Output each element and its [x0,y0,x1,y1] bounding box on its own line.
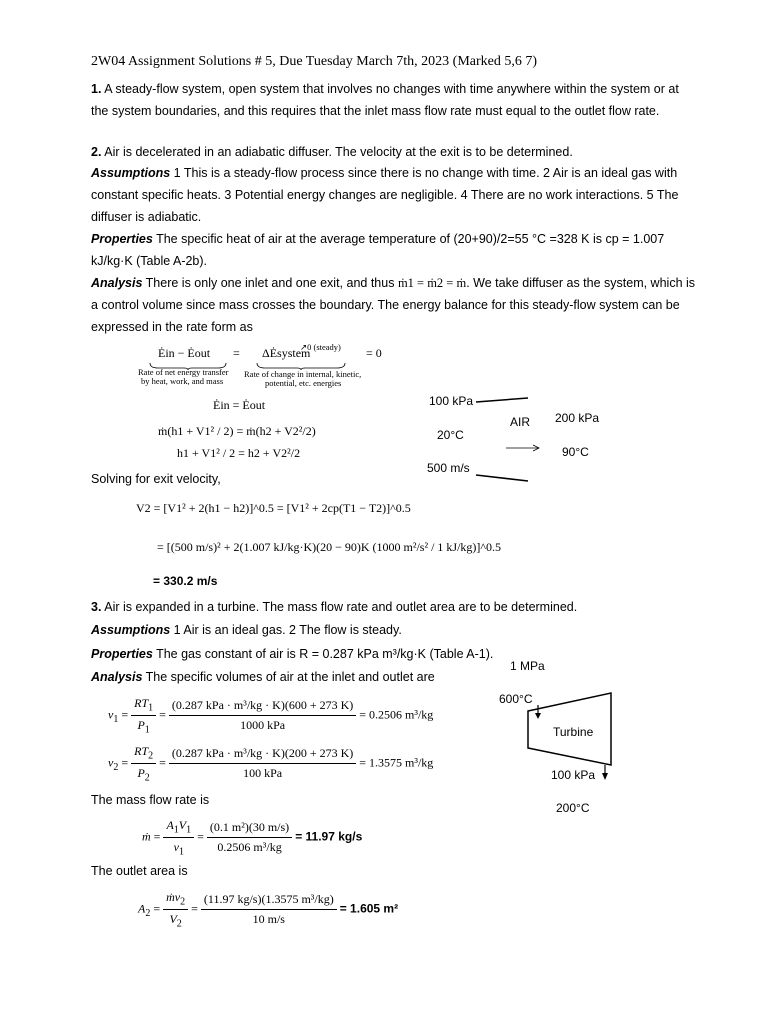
outlet-area-numerator: (11.97 kg/s)(1.3575 m³/kg) [201,892,337,910]
solving-text: Solving for exit velocity, [91,472,221,486]
v2-equation-line1: V2 = [V1² + 2(h1 − h2)]^0.5 = [V1² + 2cp(T1 − T2)]^0.5 [136,501,411,515]
energy-balance-line3: ṁ(h1 + V1² / 2) = ṁ(h2 + V2²/2) [158,424,316,438]
outlet-area-denominator: 10 m/s [252,912,285,927]
turbine-label: Turbine [553,725,594,739]
energy-balance-line4: h1 + V1² / 2 = h2 + V2²/2 [177,446,301,460]
energy-balance-equals: = [233,346,240,360]
diffuser-bottom-wall [476,475,528,481]
energy-balance-left: Ėin − Ėout [158,346,211,360]
energy-balance-right: = 0 [366,346,382,360]
analysis-label: Analysis [91,276,143,290]
mass-flow-equality: ṁ1 = ṁ2 = ṁ [397,276,467,290]
v2-denominator: 100 kPa [243,766,283,781]
note-left-2: by heat, work, and mass [141,376,224,386]
diffuser-inlet-pressure: 100 kPa [429,394,474,408]
q3-assumptions-label: Assumptions [91,623,171,637]
v1-result: = 0.2506 m³/kg [359,707,434,722]
q3-assumptions-text: 1 Air is an ideal gas. 2 The flow is steady. [173,623,402,637]
v2-numerator: (0.287 kPa · m³/kg · K)(200 + 273 K) [169,746,356,764]
q3-properties-label: Properties [91,647,153,661]
note-mid-1: Rate of change in internal, kinetic, [244,369,362,379]
mass-flow-result: = 11.97 kg/s [295,829,363,844]
turbine-inlet-pressure: 1 MPa [510,659,545,673]
turbine-inlet-temperature: 600°C [499,692,533,706]
energy-balance-steady: ↗0 (steady) [300,342,341,352]
analysis-text-1: There is only one inlet and one exit, and thus [145,276,395,290]
outlet-area-text: The outlet area is [91,864,188,878]
q3-intro [91,596,696,618]
assumptions-text: 1 This is a steady-flow process since there is no change with time. 2 Air is an ideal gas with constant specific heats. 3 Potential energy changes are negligible. 4 There are no work interactions. 5 The diffuser is adiabatic. [91,166,679,224]
q1-text: A steady-flow system, open system that involves no changes with time anywhere within the system or at the system boundaries, and this requires that the inlet mass flow rate must equal to the outlet flow rate. [91,82,679,118]
q2-intro [91,141,696,163]
note-mid-2: potential, etc. energies [265,378,342,388]
q3-analysis-label: Analysis [91,670,143,684]
mass-flow-denominator: 0.2506 m³/kg [217,840,282,855]
q3-intro-text: Air is expanded in a turbine. The mass flow rate and outlet area are to be determined. [104,600,578,614]
turbine-inlet-arrow-icon [535,713,541,719]
diffuser-inlet-velocity: 500 m/s [427,461,470,475]
diffuser-outlet-pressure: 200 kPa [555,411,600,425]
q2-properties [91,228,696,272]
properties-label: Properties [91,232,153,246]
analysis-text-2: . We take diffuser as the system, which is a control volume since mass crosses the boundary. The energy balance for this steady-flow system can be expressed in the rate form as [91,276,696,334]
turbine-diagram [505,655,655,785]
outlet-area-equation: $A_2$ = $\frac{ṁv_2}{V_2}$ = $\frac{\text{(11.97 kg/s)(1.3575 m³/kg)}}{10 m/s}$ = 1.605 m² [138,890,399,930]
v1-equation: $v_1$ = $\frac{RT_1}{P_1}$ = $\frac{\text{(0.287 kPa · m³/kg · K)(600 + 273 K)}}{\text{1000 kPa}}$ = 0.2506 m³/kg [108,696,434,736]
v2-equation-line2: = [(500 m/s)² + 2(1.007 kJ/kg·K)(20 − 90)K (1000 m²/s² / 1 kJ/kg)]^0.5 [157,540,502,554]
mass-flow-text: The mass flow rate is [91,793,210,807]
q3-analysis-text: The specific volumes of air at the inlet and outlet are [145,670,435,684]
properties-text: The specific heat of air at the average temperature of (20+90)/2=55 °C =328 K is cp = 1.007 kJ/kg·K (Table A-2b). [91,232,665,268]
q2-intro-text: Air is decelerated in an adiabatic diffuser. The velocity at the exit is to be determined. [104,145,573,159]
q1-paragraph [91,78,696,122]
document-header: 2W04 Assignment Solutions # 5, Due Tuesday March 7th, 2023 (Marked 5,6 7) [91,54,538,69]
diffuser-top-wall [476,398,528,402]
turbine-outlet-temperature: 200°C [556,801,590,813]
v2-specific-volume-equation: $v_2$ = $\frac{RT_2}{P_2}$ = $\frac{\text{(0.287 kPa · m³/kg · K)(200 + 273 K)}}{\text{100 kPa}}$ = 1.3575 m³/kg [108,744,434,784]
diffuser-outlet-temperature: 90°C [562,445,589,459]
v1-numerator: (0.287 kPa · m³/kg · K)(600 + 273 K) [169,698,356,716]
diffuser-fluid-label: AIR [510,415,531,429]
v2-specific-volume-result: = 1.3575 m³/kg [359,755,434,770]
q2-number: 2. [91,145,102,159]
energy-balance-mid: ΔĖsystem [262,346,311,360]
v2-result: = 330.2 m/s [153,574,218,588]
q3-assumptions [91,619,696,641]
energy-in-equals-out: Ėin = Ėout [213,398,266,412]
q3-properties-text: The gas constant of air is R = 0.287 kPa m³/kg·K (Table A-1). [156,647,494,661]
note-left-1: Rate of net energy transfer [138,367,229,377]
turbine-outlet-pressure: 100 kPa [551,768,596,782]
mass-flow-numerator: (0.1 m²)(30 m/s) [207,820,292,838]
q2-analysis [91,272,696,338]
outlet-area-result: = 1.605 m² [339,901,399,916]
mass-flow-equation: ṁ = $\frac{A_1V_1}{v_1}$ = $\frac{\text{(0.1 m²)(30 m/s)}}{\text{0.2506 m³/kg}}$ = 11.97 kg/s [142,818,363,858]
v1-denominator: 1000 kPa [240,718,286,733]
q3-number: 3. [91,600,102,614]
turbine-outlet-arrow-icon [602,773,608,780]
q1-number: 1. [91,82,102,96]
assumptions-label: Assumptions [91,166,171,180]
diffuser-inlet-temperature: 20°C [437,428,464,442]
q2-assumptions [91,162,696,228]
